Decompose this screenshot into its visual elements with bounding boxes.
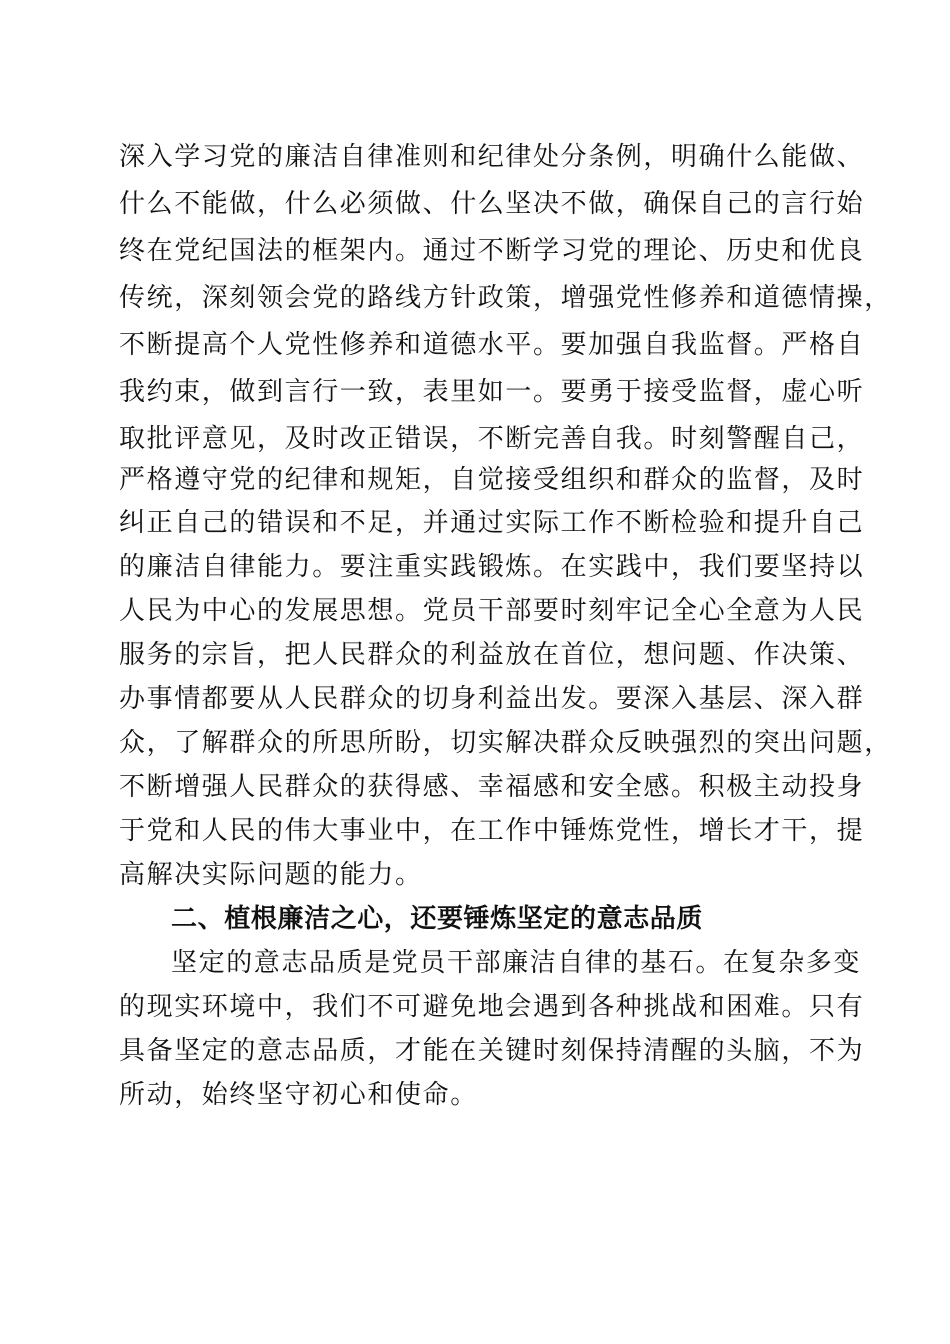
paragraph-line: 人民为中心的发展思想。党员干部要时刻牢记全心全意为人民: [119, 596, 865, 626]
paragraph-line: 纠正自己的错误和不足，并通过实际工作不断检验和提升自己: [119, 508, 865, 538]
paragraph-line: 取批评意见，及时改正错误，不断完善自我。时刻警醒自己，: [119, 424, 865, 454]
paragraph-line: 不断增强人民群众的获得感、幸福感和安全感。积极主动投身: [119, 772, 865, 802]
paragraph-line: 不断提高个人党性修养和道德水平。要加强自我监督。严格自: [119, 330, 865, 360]
paragraph-line: 具备坚定的意志品质，才能在关键时刻保持清醒的头脑，不为: [119, 1036, 865, 1066]
paragraph-line: 的现实环境中，我们不可避免地会遇到各种挑战和困难。只有: [119, 992, 865, 1022]
paragraph-line: 深入学习党的廉洁自律准则和纪律处分条例，明确什么能做、: [119, 142, 865, 172]
paragraph-line: 所动，始终坚守初心和使命。: [119, 1080, 478, 1110]
paragraph-line: 办事情都要从人民群众的切身利益出发。要深入基层、深入群: [119, 684, 865, 714]
paragraph-line: 我约束，做到言行一致，表里如一。要勇于接受监督，虚心听: [119, 377, 865, 407]
paragraph-line: 高解决实际问题的能力。: [119, 860, 423, 890]
paragraph-line: 终在党纪国法的框架内。通过不断学习党的理论、历史和优良: [119, 236, 865, 266]
paragraph-line: 严格遵守党的纪律和规矩，自觉接受组织和群众的监督，及时: [119, 465, 865, 495]
paragraph-line: 传统，深刻领会党的路线方针政策，增强党性修养和道德情操，: [119, 283, 892, 313]
paragraph-line: 的廉洁自律能力。要注重实践锻炼。在实践中，我们要坚持以: [119, 552, 865, 582]
section-heading: 二、植根廉洁之心，还要锤炼坚定的意志品质: [171, 904, 704, 934]
paragraph-line: 坚定的意志品质是党员干部廉洁自律的基石。在复杂多变: [171, 948, 862, 978]
paragraph-line: 于党和人民的伟大事业中，在工作中锤炼党性，增长才干，提: [119, 816, 865, 846]
paragraph-line: 服务的宗旨，把人民群众的利益放在首位，想问题、作决策、: [119, 640, 865, 670]
paragraph-line: 众，了解群众的所思所盼，切实解决群众反映强烈的突出问题，: [119, 728, 892, 758]
paragraph-line: 什么不能做，什么必须做、什么坚决不做，确保自己的言行始: [119, 189, 865, 219]
